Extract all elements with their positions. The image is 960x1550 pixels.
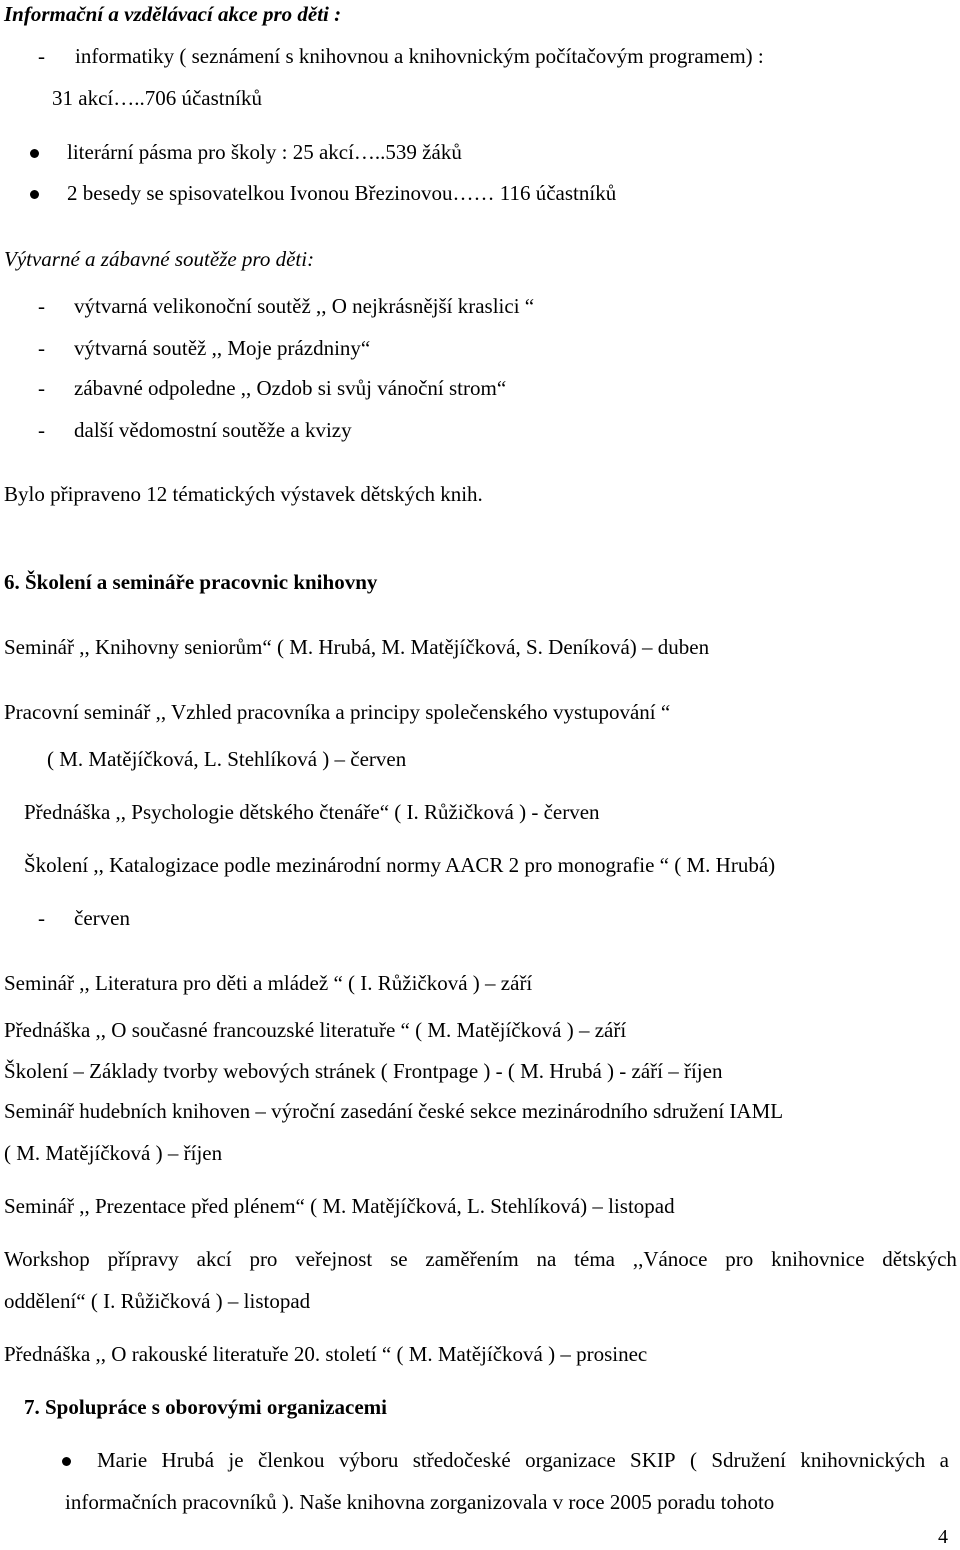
- word: SKIP: [630, 1448, 676, 1472]
- list-item-author-talks: 2 besedy se spisovatelkou Ivonou Březinovou…… 116 účastníků: [67, 181, 617, 205]
- training-entry: Přednáška ,, O současné francouzské literatuře “ ( M. Matějíčková ) – září: [4, 1018, 627, 1042]
- training-entry: Přednáška ,, O rakouské literatuře 20. století “ ( M. Matějíčková ) – prosinec: [4, 1342, 648, 1366]
- word: Hrubá: [161, 1448, 215, 1472]
- training-entry-continued: červen: [74, 906, 130, 930]
- list-marker-dash: -: [38, 376, 45, 400]
- word: výboru: [338, 1448, 399, 1472]
- bullet-icon: [30, 149, 39, 158]
- word: organizace: [525, 1448, 616, 1472]
- heading-competitions: Výtvarné a zábavné soutěže pro děti:: [4, 247, 315, 271]
- word: Sdružení: [711, 1448, 787, 1472]
- training-entry: Seminář hudebních knihoven – výroční zasedání české sekce mezinárodního sdružení IAML: [4, 1099, 784, 1123]
- word: dětských: [882, 1247, 957, 1271]
- training-entry: Seminář ,, Literatura pro děti a mládež “ ( I. Růžičková ) – září: [4, 971, 533, 995]
- list-marker-dash: -: [38, 336, 45, 360]
- training-entry: Seminář ,, Prezentace před plénem“ ( M. Matějíčková, L. Stehlíková) – listopad: [4, 1194, 675, 1218]
- word: knihovnice: [771, 1247, 865, 1271]
- list-item-easter-competition: výtvarná velikonoční soutěž ,, O nejkrásnější kraslici “: [74, 294, 535, 318]
- training-entry-continued: oddělení“ ( I. Růžičková ) – listopad: [4, 1289, 311, 1313]
- word: se: [390, 1247, 408, 1271]
- training-entry: Seminář ,, Knihovny seniorům“ ( M. Hrubá, M. Matějíčková, S. Deníková) – duben: [4, 635, 710, 659]
- list-item-literary-programs: literární pásma pro školy : 25 akcí…..539 žáků: [67, 140, 462, 164]
- word: středočeské: [412, 1448, 511, 1472]
- word: Workshop: [4, 1247, 90, 1271]
- list-marker-dash: -: [38, 294, 45, 318]
- word: pro: [725, 1247, 754, 1271]
- list-item-holiday-competition: výtvarná soutěž ,, Moje prázdniny“: [74, 336, 371, 360]
- word: akcí: [196, 1247, 232, 1271]
- training-entry-continued: ( M. Matějíčková, L. Stehlíková ) – červen: [47, 747, 407, 771]
- list-item-quizzes: další vědomostní soutěže a kvizy: [74, 418, 352, 442]
- word: veřejnost: [295, 1247, 373, 1271]
- bullet-icon: [62, 1457, 71, 1466]
- training-entry-continued: ( M. Matějíčková ) – říjen: [4, 1141, 223, 1165]
- word: zaměřením: [425, 1247, 519, 1271]
- heading-children-info: Informační a vzdělávací akce pro děti :: [4, 2, 342, 26]
- list-item-informatics: informatiky ( seznámení s knihovnou a knihovnickým počítačovým programem) :: [75, 44, 764, 68]
- list-marker-dash: -: [38, 44, 45, 68]
- word: a: [939, 1448, 949, 1472]
- list-item-christmas-afternoon: zábavné odpoledne ,, Ozdob si svůj vánoční strom“: [74, 376, 507, 400]
- heading-training: 6. Školení a semináře pracovnic knihovny: [4, 570, 378, 594]
- training-entry-workshop: [4, 1249, 957, 1270]
- list-marker-dash: -: [38, 418, 45, 442]
- exhibitions-paragraph: Bylo připraveno 12 tématických výstavek dětských knih.: [4, 482, 483, 506]
- word: ,,Vánoce: [632, 1247, 708, 1271]
- list-marker-dash: -: [38, 906, 45, 930]
- bullet-icon: [30, 190, 39, 199]
- training-entry: Pracovní seminář ,, Vzhled pracovníka a principy společenského vystupování “: [4, 700, 671, 724]
- word: (: [689, 1448, 697, 1472]
- cooperation-item: [97, 1450, 949, 1471]
- word: Marie: [97, 1448, 148, 1472]
- training-entry: Přednáška ,, Psychologie dětského čtenáře“ ( I. Růžičková ) - červen: [24, 800, 600, 824]
- word: pro: [249, 1247, 278, 1271]
- page-number: 4: [938, 1526, 948, 1548]
- word: je: [228, 1448, 244, 1472]
- training-entry: Školení ,, Katalogizace podle mezinárodní normy AACR 2 pro monografie “ ( M. Hrubá): [24, 853, 776, 877]
- word: téma: [574, 1247, 615, 1271]
- word: členkou: [257, 1448, 325, 1472]
- cooperation-item-continued: informačních pracovníků ). Naše knihovna zorganizovala v roce 2005 poradu tohoto: [65, 1490, 775, 1514]
- heading-cooperation: 7. Spolupráce s oborovými organizacemi: [24, 1395, 388, 1419]
- training-entry: Školení – Základy tvorby webových stránek ( Frontpage ) - ( M. Hrubá ) - září – říjen: [4, 1059, 723, 1083]
- list-item-informatics-continued: 31 akcí…..706 účastníků: [52, 86, 262, 110]
- word: knihovnických: [800, 1448, 926, 1472]
- word: přípravy: [107, 1247, 179, 1271]
- word: na: [536, 1247, 557, 1271]
